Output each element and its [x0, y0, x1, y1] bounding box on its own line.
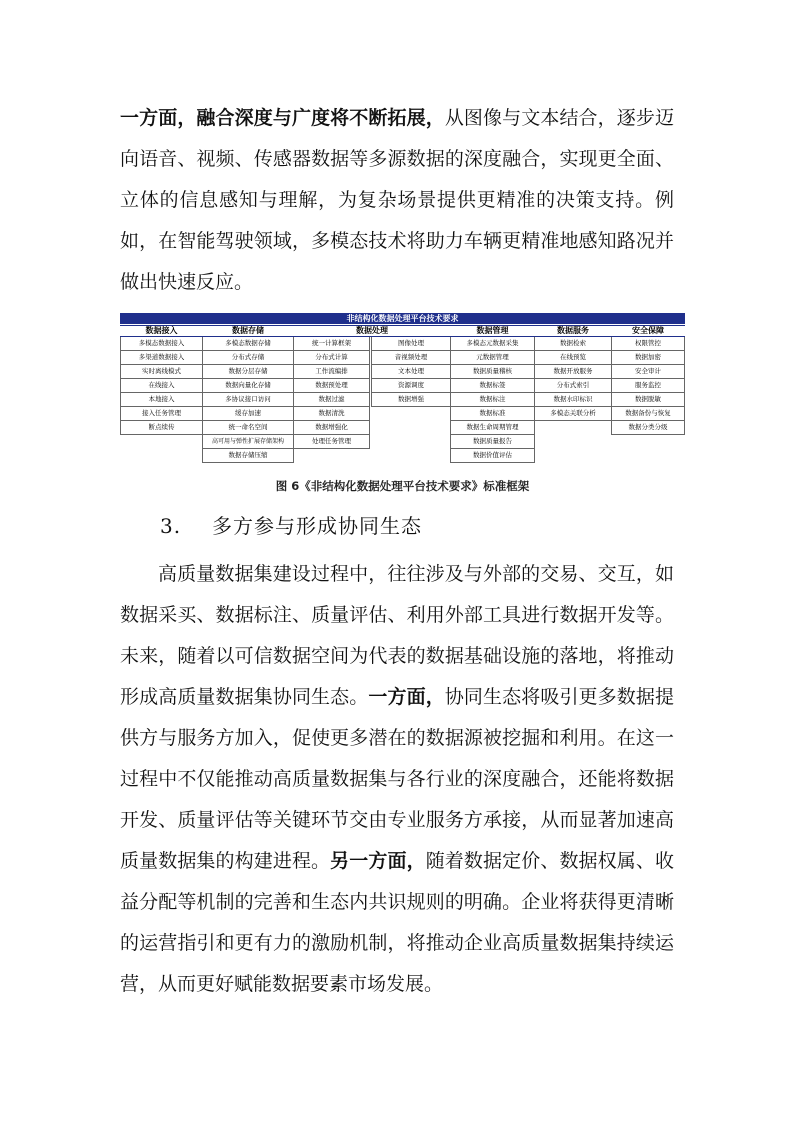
framework-cell: 高可用与弹性扩展存储架构: [202, 435, 294, 449]
framework-cell: 分布式计算: [293, 351, 370, 365]
paragraph-2-text-b: 协同生态将吸引更多数据提供方与服务方加入，促使更多潜在的数据源被挖掘和利用。在这一过程中不仅能推动高质量数据集与各行业的深度融合，还能将数据开发、质量评估等关键环节交由专业服务方承接，从而显著加速高质量数据集的构建进程。: [120, 686, 674, 872]
framework-cell: 实时离线模式: [120, 365, 203, 379]
framework-cell: 数据过滤: [293, 393, 370, 407]
framework-cell: 数据脱敏: [611, 393, 685, 407]
framework-cell: 资源调度: [371, 379, 451, 393]
column-header: 数据服务: [534, 325, 612, 337]
framework-cell: 统一计算框架: [293, 337, 370, 351]
framework-cell: 多协议接口访问: [202, 393, 294, 407]
column-data-storage: [202, 325, 294, 463]
section-title: 多方参与形成协同生态: [212, 514, 422, 538]
framework-cell: 在线预览: [534, 351, 612, 365]
framework-cell: 服务监控: [611, 379, 685, 393]
paragraph-2-text-a: 高质量数据集建设过程中，往往涉及与外部的交易、交互，如数据采买、数据标注、质量评估、利用外部工具进行数据开发等。未来，随着以可信数据空间为代表的数据基础设施的落地，将推动形成高质量数据集协同生态。: [120, 563, 674, 708]
framework-cell: 数据质量报告: [450, 435, 535, 449]
framework-cell: 工作流编排: [293, 365, 370, 379]
figure-caption: 图 6《非结构化数据处理平台技术要求》标准框架: [275, 479, 530, 493]
column-data-service: [534, 325, 612, 421]
framework-cell: 数据清洗: [293, 407, 370, 421]
column-data-processing: [293, 325, 451, 445]
framework-cell: 在线接入: [120, 379, 203, 393]
framework-cell: 处理任务管理: [293, 435, 370, 449]
framework-cell: 数据预处理: [293, 379, 370, 393]
framework-cell: 图像处理: [371, 337, 451, 351]
framework-cell: 数据开放服务: [534, 365, 612, 379]
section-heading: [160, 510, 422, 539]
framework-diagram: [120, 313, 685, 463]
framework-cell: 多模态数据存储: [202, 337, 294, 351]
framework-cell: 统一命名空间: [202, 421, 294, 435]
framework-cell: 分布式存储: [202, 351, 294, 365]
framework-cell: 音视频处理: [371, 351, 451, 365]
framework-cell: 数据质量稽核: [450, 365, 535, 379]
framework-cell: 数据标签: [450, 379, 535, 393]
framework-cell: 文本处理: [371, 365, 451, 379]
section-number: 3.: [160, 514, 182, 538]
column-header: 数据存储: [202, 325, 294, 337]
framework-cell: 数据增强化: [293, 421, 370, 435]
framework-cell: 数据增强: [371, 393, 451, 407]
framework-cell: 多模态关联分析: [534, 407, 612, 421]
framework-cell: 权限管控: [611, 337, 685, 351]
framework-cell: 数据分类分级: [611, 421, 685, 435]
column-data-access: [120, 325, 203, 435]
framework-cell: 断点续传: [120, 421, 203, 435]
framework-cell: 数据标准: [450, 407, 535, 421]
framework-cell: 数据水印标识: [534, 393, 612, 407]
framework-cell: 接入任务管理: [120, 407, 203, 421]
paragraph-2-text-c: 随着数据定价、数据权属、收益分配等机制的完善和生态内共识规则的明确。企业将获得更清晰的运营指引和更有力的激励机制，将推动企业高质量数据集持续运营，从而更好赋能数据要素市场发展。: [120, 850, 674, 995]
framework-cell: 本地接入: [120, 393, 203, 407]
framework-cell: 数据存储压缩: [202, 449, 294, 463]
framework-cell: 数据价值评估: [450, 449, 535, 463]
column-header: 数据管理: [450, 325, 535, 337]
paragraph-1: [120, 98, 674, 303]
column-header: 数据接入: [120, 325, 203, 337]
processing-left-group: [293, 337, 370, 449]
framework-cell: 数据加密: [611, 351, 685, 365]
framework-cell: 分布式索引: [534, 379, 612, 393]
column-data-management: [450, 325, 535, 463]
framework-cell: 数据检索: [534, 337, 612, 351]
column-header: 数据处理: [293, 325, 451, 337]
framework-cell: 数据生命周期管理: [450, 421, 535, 435]
column-security: [611, 325, 685, 435]
framework-cell: 数据备份与恢复: [611, 407, 685, 421]
framework-cell: 数据标注: [450, 393, 535, 407]
framework-cell: 缓存加速: [202, 407, 294, 421]
paragraph-1-text: 从图像与文本结合，逐步迈向语音、视频、传感器数据等多源数据的深度融合，实现更全面、立体的信息感知与理解，为复杂场景提供更精准的决策支持。例如，在智能驾驶领域，多模态技术将助力车辆更精准地感知路况并做出快速反应。: [120, 107, 674, 293]
framework-cell: 元数据管理: [450, 351, 535, 365]
framework-cell: 数据向量化存储: [202, 379, 294, 393]
framework-title: 非结构化数据处理平台技术要求: [120, 313, 685, 324]
framework-cell: 安全审计: [611, 365, 685, 379]
paragraph-2-bold-b: 一方面，: [368, 686, 445, 708]
paragraph-2-bold-c: 另一方面，: [330, 850, 426, 872]
paragraph-2: [120, 554, 674, 1005]
framework-cell: 多模态元数据采集: [450, 337, 535, 351]
paragraph-1-bold-lead: 一方面，融合深度与广度将不断拓展，: [120, 107, 445, 129]
framework-cell: 数据分层存储: [202, 365, 294, 379]
column-header: 安全保障: [611, 325, 685, 337]
framework-cell: 多模态数据接入: [120, 337, 203, 351]
processing-right-group: [371, 337, 451, 407]
framework-cell: 多渠道数据接入: [120, 351, 203, 365]
